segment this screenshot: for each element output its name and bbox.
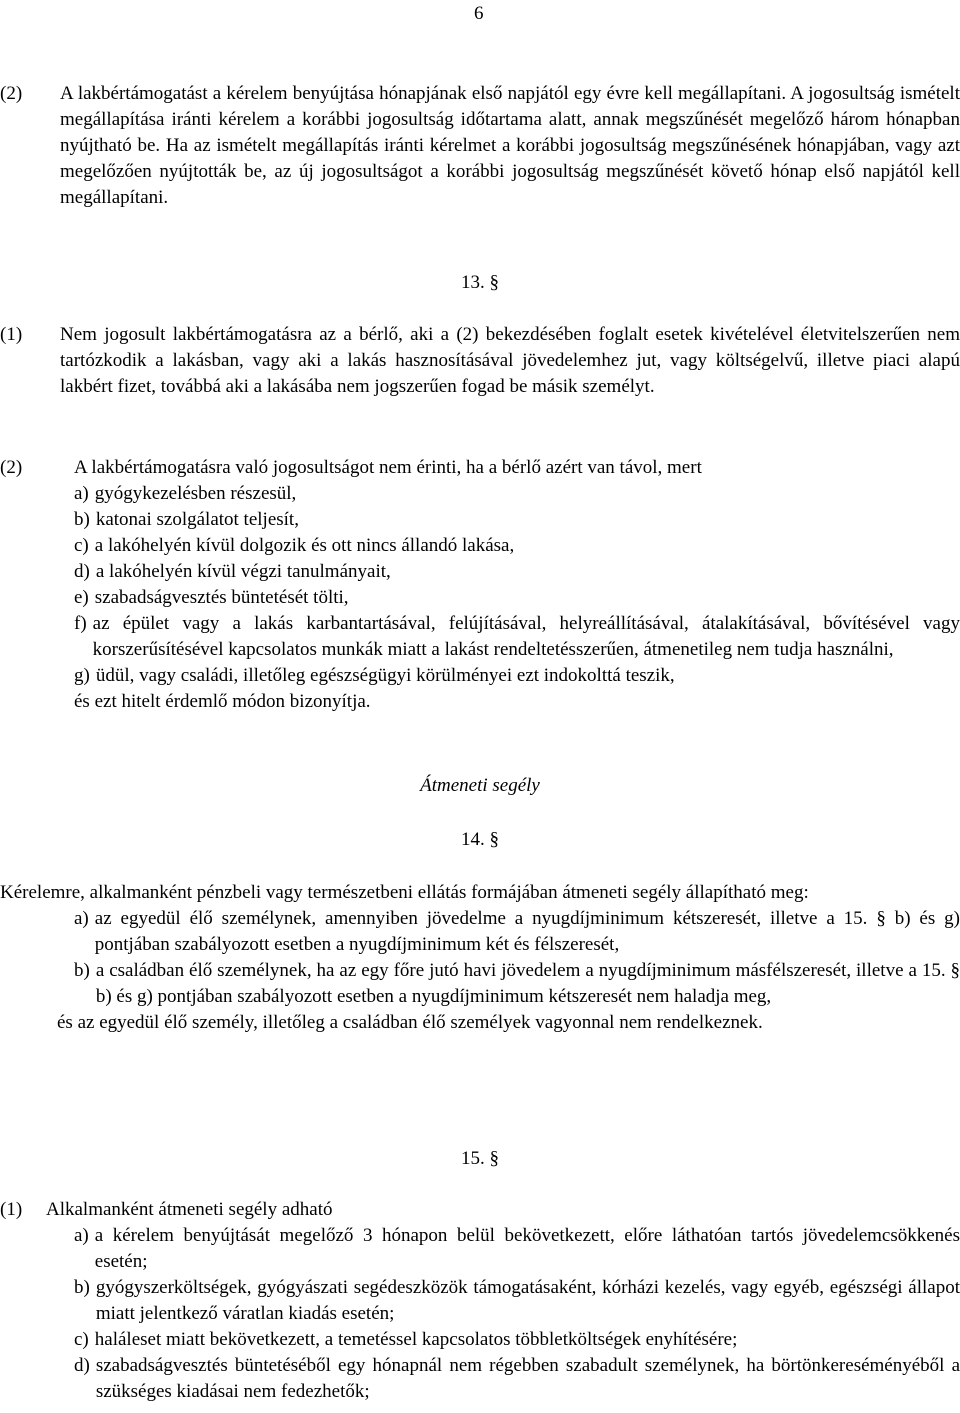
list-item [74,1353,960,1405]
subheading: Átmeneti segély [420,775,540,796]
item-label: a) [74,1225,89,1246]
item-text: a lakóhelyén kívül végzi tanulmányait, [95,561,391,582]
list-item [74,481,960,507]
para-number: (2) [0,83,23,104]
section-13-item-list [74,481,960,689]
item-text: üdül, vagy családi, illetőleg egészségügyi körülményei ezt indokolttá teszik, [95,665,675,686]
item-text: gyógykezelésben részesül, [94,483,297,504]
page-number: 6 [474,3,484,24]
section-14-title: 14. § [461,829,499,850]
item-label: d) [74,1355,90,1376]
list-item [74,507,960,533]
section-15-para-1 [0,1197,960,1405]
item-label: b) [74,1277,90,1298]
para-intro: A lakbértámogatásra való jogosultságot nem érinti, ha a bérlő azért van távol, mert [74,457,702,478]
section-14-intro: Kérelemre, alkalmanként pénzbeli vagy természetbeni ellátás formájában átmeneti segély állapítható meg: [0,882,809,903]
list-item [74,958,960,1010]
item-label: c) [74,535,89,556]
para-text: Nem jogosult lakbértámogatásra az a bérlő, aki a (2) bekezdésében foglalt esetek kivételével életvitelszerűen nem tartózkodik a lakásban, vagy aki a lakás hasznosításával jövedelemhez jut, vagy költségelvű, illetve piaci alapú lakbért fizet, továbbá aki a lakásába nem jogszerűen fogad be másik személyt. [60,324,960,397]
section-12-para-2 [0,81,960,211]
list-item [74,663,960,689]
section-14-item-list [74,906,960,1010]
list-item [74,906,960,958]
list-item [74,585,960,611]
para-number: (1) [0,1199,23,1220]
list-item [74,1327,960,1353]
list-item [74,1275,960,1327]
section-13-title: 13. § [461,272,499,293]
section-14-closing: és az egyedül élő személy, illetőleg a családban élő személyek vagyonnal nem rendelkeznek. [57,1012,763,1033]
section-14-body [0,880,960,1036]
item-label: b) [74,509,90,530]
list-item [74,559,960,585]
list-item [74,1223,960,1275]
item-label: e) [74,587,89,608]
para-text: A lakbértámogatást a kérelem benyújtása hónapjának első napjától egy évre kell megállapítani. A jogosultság ismételt megállapítása iránti kérelem a korábbi jogosultság időtartama alatt, annak megszűnését megelőző három hónapban nyújtható be. Ha az ismételt megállapítás iránti kérelmet a korábbi jogosultság megszűnésének hónapjában, vagy azt megelőzően nyújtották be, az új jogosultságot a korábbi jogosultság megszűnését követő hónap első napjától kell megállapítani. [60,83,960,208]
section-13-para-2 [0,455,960,715]
item-text: szabadságvesztés büntetéséből egy hónapnál nem régebben szabadult személynek, ha börtönkereséményéből a szükséges kiadásai nem fedezhetők; [95,1355,960,1402]
item-label: g) [74,665,90,686]
item-text: a kérelem benyújtását megelőző 3 hónapon belül bekövetkezett, előre láthatóan tartós jövedelemcsökkenés esetén; [94,1225,960,1272]
item-text: gyógyszerköltségek, gyógyászati segédeszközök támogatásaként, kórházi kezelés, vagy egyéb, egészségi állapot miatt jelentkező váratlan kiadás esetén; [95,1277,960,1324]
section-15-title: 15. § [461,1148,499,1169]
para-number: (2) [0,457,23,478]
item-label: d) [74,561,90,582]
item-text: a családban élő személynek, ha az egy főre jutó havi jövedelem a nyugdíjminimum másfélszeresét, illetve a 15. § b) és g) pontjában szabályozott esetben a nyugdíjminimum kétszeresét nem haladja meg, [95,960,960,1007]
item-text: az egyedül élő személynek, amennyiben jövedelme a nyugdíjminimum kétszeresét, illetve a 15. § b) és g) pontjában szabályozott esetben a nyugdíjminimum két és félszeresét, [94,908,960,955]
para-number: (1) [0,324,23,345]
item-label: b) [74,960,90,981]
item-label: c) [74,1329,89,1350]
item-text: a lakóhelyén kívül dolgozik és ott nincs állandó lakása, [94,535,515,556]
para-intro: Alkalmanként átmeneti segély adható [46,1199,333,1220]
list-item [74,533,960,559]
section-13-para-1 [0,322,960,400]
section-15-item-list [74,1223,960,1405]
item-text: szabadságvesztés büntetését tölti, [94,587,349,608]
item-label: a) [74,483,89,504]
list-item [74,611,960,663]
item-text: katonai szolgálatot teljesít, [95,509,299,530]
item-label: a) [74,908,89,929]
item-text: az épület vagy a lakás karbantartásával, felújításával, helyreállításával, átalakításával, bővítésével vagy korszerűsítésével kapcsolatos munkák miatt a lakást rendeltetésszerűen, átmenetileg nem tudja használni, [92,613,960,660]
item-label: f) [74,613,87,634]
para-closing: és ezt hitelt érdemlő módon bizonyítja. [74,691,371,712]
item-text: haláleset miatt bekövetkezett, a temetéssel kapcsolatos többletköltségek enyhítésére; [94,1329,738,1350]
